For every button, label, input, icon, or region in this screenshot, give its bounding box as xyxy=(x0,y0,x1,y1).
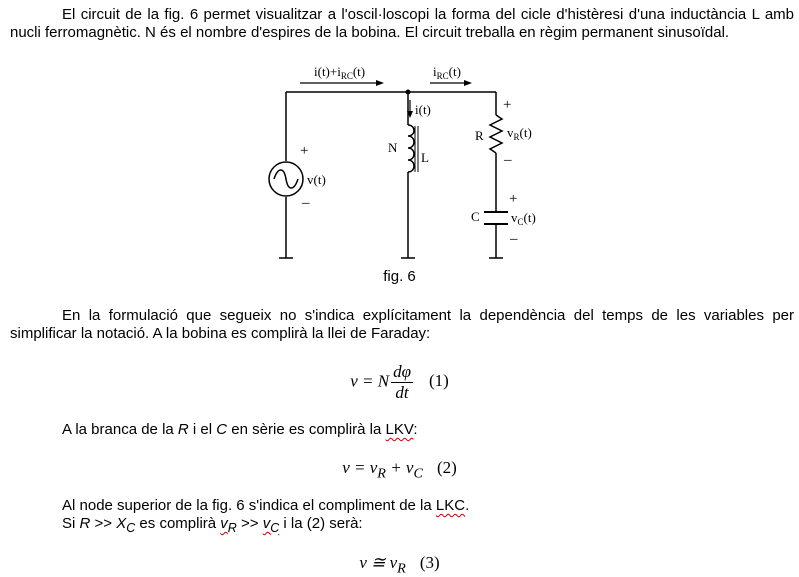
plus-r: + xyxy=(503,97,512,113)
junction-node xyxy=(406,90,411,95)
inductor-coil xyxy=(408,125,414,172)
label-r: R xyxy=(475,128,484,143)
intro-paragraph: El circuit de la fig. 6 permet visualitzar a l'oscil·loscopi la forma del cicle d'histèresi d'una inductància L amb nucli ferromagnètic. N és el nombre d'espires de la bobina. El circuit treballa en règim permanent sinusoïdal. xyxy=(10,6,794,41)
plus-source: + xyxy=(300,143,309,159)
label-vc: $v_C(t)$ xyxy=(511,210,536,227)
lkc-paragraph: Al node superior de la fig. 6 s'indica el compliment de la LKC. Si $R >> X_C$ es complirà $v_R >> v_C$ i la (2) serà: xyxy=(62,497,470,535)
figure-caption: fig. 6 xyxy=(383,268,416,285)
resistor-symbol xyxy=(490,115,502,153)
ac-source-symbol xyxy=(269,162,303,196)
label-vr: $v_R(t)$ xyxy=(507,125,532,142)
label-i-rc: $i_{RC}(t)$ xyxy=(433,64,461,81)
label-i-total: $i(t)+i_{RC}(t)$ xyxy=(314,64,366,81)
plus-c: + xyxy=(509,191,518,207)
label-n: N xyxy=(388,140,398,155)
circuit-diagram xyxy=(0,0,799,270)
equation-2: $v = v_R + v_C$ (2) xyxy=(342,458,457,482)
minus-r: – xyxy=(504,152,512,168)
lkv-paragraph: A la branca de la R i el C en sèrie es complirà la LKV: xyxy=(62,421,418,438)
label-vsrc: v(t) xyxy=(307,172,326,187)
notation-paragraph: En la formulació que segueix no s'indica explícitament la dependència del temps de les variables per simplificar la notació. A la bobina es complirà la llei de Faraday: xyxy=(10,307,794,342)
minus-c: – xyxy=(510,231,518,247)
label-l: L xyxy=(421,150,429,165)
equation-1: v = N $\frac{d\varphi}{dt}$ (1) xyxy=(350,362,449,402)
label-c: C xyxy=(471,209,480,224)
minus-source: – xyxy=(302,195,310,211)
equation-3: v ≅ $v_R$ (3) xyxy=(359,553,440,577)
capacitor-symbol xyxy=(484,212,508,224)
label-i-l: i(t) xyxy=(415,102,431,117)
